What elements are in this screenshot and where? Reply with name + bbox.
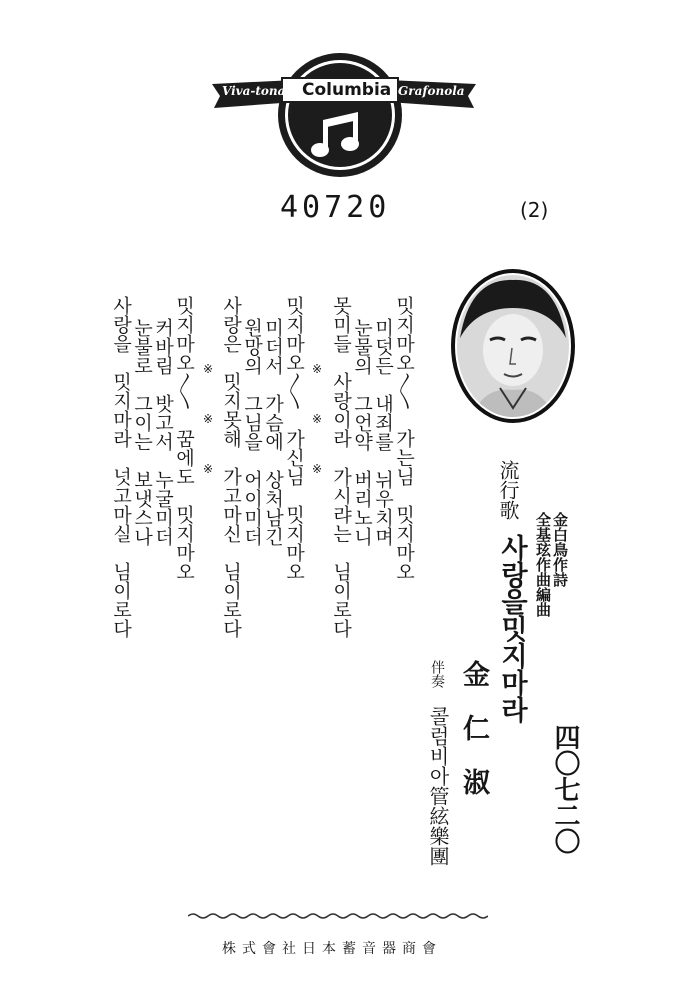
singer-name: 金 仁 淑 (458, 660, 489, 795)
accompaniment-label: 伴奏 (429, 660, 445, 688)
lyric-line: 못미들 사랑이라 가시랴는 님이로다 (330, 296, 352, 638)
publisher-footer: 株式會社日本蓄音器商會 (222, 941, 442, 957)
composer-credit: 全基玹作曲編曲 (534, 512, 552, 617)
lyric-line: 사랑을 밋지마라 넛고마실 님이로다 (110, 296, 132, 638)
lyric-separator: ※ ※ ※ (310, 362, 324, 476)
columbia-logo-graphic (210, 40, 480, 180)
singer-portrait (450, 268, 576, 424)
lyric-separator: ※ ※ ※ (201, 362, 215, 476)
columbia-logo (210, 40, 480, 180)
lyricist-credit: 金白鳥作詩 (551, 512, 569, 587)
song-title: 사랑을밋지마라 (496, 534, 527, 723)
accompaniment-name: 콜럼비아管絃樂團 (426, 706, 450, 866)
lyric-line: 커바림 밧고서 누굴미더 (152, 318, 174, 546)
catalog-number-kanji: 四〇七二〇 (550, 724, 580, 854)
lyric-line: 원망의 그님을 어이미더 (241, 318, 263, 546)
lyric-line: 미더서 가슴에 상처남긴 (262, 318, 284, 546)
lyric-line: 밋지마오〳〵 가신님 밋지마오 (283, 296, 305, 581)
logo-center-text: Columbia (302, 80, 392, 100)
side-label: (2) (520, 198, 549, 222)
logo-left-text: Viva-tonal (222, 84, 290, 98)
genre-label: 流行歌 (496, 460, 520, 520)
lyric-line: 눈불로 그이는 보냇스나 (131, 318, 153, 546)
lyric-line: 밋지마오〳〵 꿈에도 밋지마오 (173, 296, 195, 581)
lyric-line: 눈물의 그언약 버리노니 (351, 318, 373, 546)
lyric-line: 사랑은 밋지못해 가고마신 님이로다 (220, 296, 242, 638)
logo-right-text: Grafonola (398, 84, 465, 98)
catalog-number: 40720 (280, 190, 391, 225)
lyric-line: 밋지마오〳〵 가는님 밋지마오 (393, 296, 415, 581)
wavy-divider (188, 912, 488, 920)
lyric-line: 미덧든 내죄를 뉘우치며 (372, 318, 394, 546)
